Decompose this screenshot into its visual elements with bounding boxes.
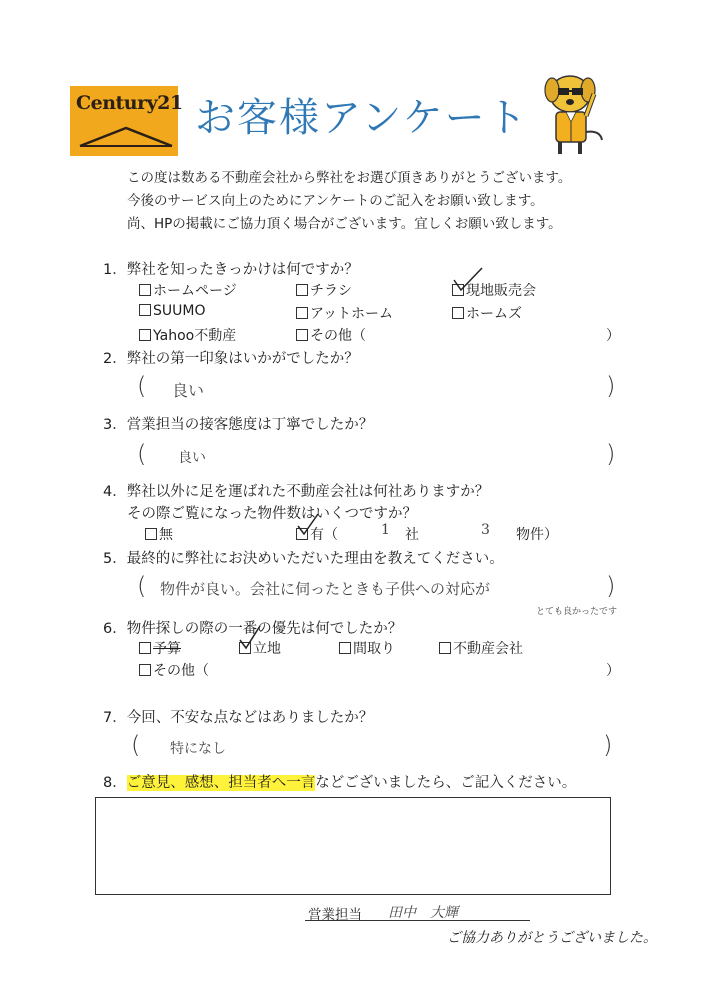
q1-option-athome[interactable]: アットホーム [296,303,393,323]
century21-logo [70,86,183,156]
q1-question: 1．弊社を知ったきっかけは何ですか？ [103,262,359,278]
intro-line-3: 尚、HPの掲載にご協力頂く場合がございます。宜しくお願い致します。 [127,216,562,232]
checkbox[interactable] [139,642,151,654]
q2-question: 2．弊社の第一印象はいかがでしたか？ [103,351,359,367]
page-title: お客様アンケート [195,95,529,141]
q1-option-open-house[interactable]: 現地販売会 [452,280,536,300]
intro-line-1: この度は数ある不動産会社から弊社をお選び頂きありがとうございます。 [127,170,572,186]
paren-open: ( [131,731,141,759]
staff-name: 田中 大輝 [388,905,458,921]
paren-close: ) [606,440,616,468]
paren-close: ) [603,731,613,759]
q6-option-location[interactable]: 立地 [239,638,281,658]
q6-option-layout[interactable]: 間取り [339,638,395,658]
q4-property-count[interactable]: 3 [481,522,490,538]
q8-question: 8．ご意見、感想、担当者へ一言などございましたら、ご記入ください。 [103,775,577,791]
checkbox[interactable] [139,304,151,316]
q7-answer[interactable]: 特になし [170,741,226,757]
checkbox[interactable] [139,284,151,296]
q6-option-other[interactable]: その他（ [139,660,209,680]
checkbox[interactable] [145,528,157,540]
check-mark-icon [238,624,262,650]
q1-other-close: ） [606,328,620,344]
q5-answer-continued[interactable]: とても良かったです [536,607,618,617]
check-mark-icon [296,512,320,536]
thanks-message: ご協力ありがとうございました。 [447,930,657,946]
q3-answer[interactable]: 良い [178,450,206,466]
q4-subquestion: その際ご覧になった物件数はいくつですか？ [127,506,417,522]
paren-close: ) [606,572,616,600]
checkbox[interactable] [139,664,151,676]
comment-box[interactable] [95,797,611,895]
logo-text: Century21 [76,92,183,114]
staff-underline [305,920,530,921]
q4-property-unit: 物件） [516,527,558,543]
q6-other-close: ） [606,663,620,679]
q7-question: 7．今回、不安な点などはありましたか？ [103,710,374,726]
q1-option-suumo[interactable]: SUUMO [139,303,205,319]
q4-option-none[interactable]: 無 [145,524,173,544]
checkbox[interactable] [296,307,308,319]
dog-mascot-icon [538,70,608,156]
q1-option-flyer[interactable]: チラシ [296,280,352,300]
checkbox[interactable] [439,642,451,654]
q2-answer[interactable]: 良い [172,381,205,400]
q6-option-agency[interactable]: 不動産会社 [439,638,523,658]
q6-option-budget[interactable]: 予算 [139,638,181,658]
paren-open: ( [137,440,147,468]
paren-close: ) [606,372,616,400]
staff-label: 営業担当 [308,907,362,923]
check-mark-icon [452,266,486,294]
q1-option-other[interactable]: その他（ [296,325,366,345]
house-roof-icon [78,124,174,148]
checkbox[interactable] [452,307,464,319]
paren-open: ( [137,572,147,600]
q1-option-yahoo[interactable]: Yahoo不動産 [139,325,236,345]
q4-option-yes[interactable]: 有（ [296,524,338,544]
q1-option-homepage[interactable]: ホームページ [139,280,237,300]
q3-question: 3．営業担当の接客態度は丁寧でしたか？ [103,417,374,433]
intro-line-2: 今後のサービス向上のためにアンケートのご記入をお願い致します。 [127,193,544,209]
q1-option-homes[interactable]: ホームズ [452,303,522,323]
checkbox[interactable] [296,329,308,341]
checkbox[interactable] [296,284,308,296]
q4-company-count[interactable]: 1 [381,522,390,538]
checkbox[interactable] [139,329,151,341]
q5-answer[interactable]: 物件が良い。会社に伺ったときも子供への対応が [160,580,491,598]
q4-question: 4．弊社以外に足を運ばれた不動産会社は何社ありますか？ [103,484,490,500]
q4-company-unit: 社 [405,527,419,543]
q5-question: 5．最終的に弊社にお決めいただいた理由を教えてください。 [103,551,504,567]
q8-highlight: ご意見、感想、担当者へ一言 [126,775,316,791]
q6-question: 6．物件探しの際の一番の優先は何でしたか？ [103,621,403,637]
checkbox[interactable] [339,642,351,654]
paren-open: ( [137,372,147,400]
